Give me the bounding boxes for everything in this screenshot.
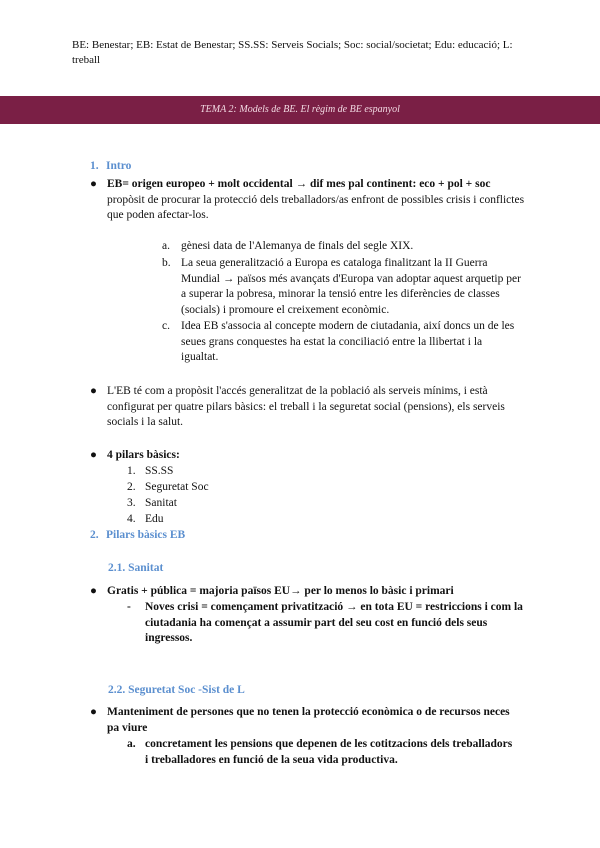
subsection-2-2-heading: 2.2. Seguretat Soc -Sist de L xyxy=(108,684,245,696)
sanitat-point-1: Gratis + pública = majoria països EU→ per lo menos lo bàsic i primari xyxy=(107,585,454,597)
subsection-2-1-heading: 2.1. Sanitat xyxy=(108,562,164,574)
sub-item-text: Idea EB s'associa al concepte modern de ciutadania, així doncs un de les seues grans conquestes ha estat la conciliació entre la llibertat i la igualtat. xyxy=(181,320,515,363)
section-1-number: 1. xyxy=(90,160,99,172)
intro-point-1-text: propòsit de procurar la protecció dels treballadors/as enfront de possibles crisis i conflictes que poden afectar-los. xyxy=(107,193,525,221)
pillar-item: Edu xyxy=(145,513,164,525)
intro-point-1 xyxy=(107,177,527,224)
sub-item-marker: c. xyxy=(162,320,170,332)
bullet-icon: ● xyxy=(90,178,97,190)
pillar-number: 2. xyxy=(127,481,136,493)
section-2-number: 2. xyxy=(90,529,99,541)
section-1-heading xyxy=(90,159,131,175)
dash-marker: - xyxy=(127,601,131,613)
pillar-item: Sanitat xyxy=(145,497,177,509)
pillars-heading: 4 pilars bàsics: xyxy=(107,449,180,461)
intro-point-2: L'EB té com a propòsit l'accés generalitzat de la població als serveis mínims, i està configurat per quatre pilars bàsics: el treball i la seguretat social (pensions), els serveis socials i la salut. xyxy=(107,385,505,428)
seguretat-point-1: Manteniment de persones que no tenen la protecció econòmica o de recursos neces pa viure xyxy=(107,706,510,734)
topic-banner: TEMA 2: Models de BE. El règim de BE espanyol xyxy=(0,96,600,124)
sanitat-sub-point: Noves crisi = començament privatització → en tota EU = restriccions i com la ciutadania ha començat a assumir part del seu cost en funció dels seus ingressos. xyxy=(145,601,523,644)
section-2-heading xyxy=(90,528,185,544)
sub-item-text: La seua generalització a Europa es cataloga finalitzant la II Guerra Mundial → països més avançats d'Europa van adoptar aquest arquetip per a superar la pobresa, minorar la tensió entre les diferències de classes (socials) i promoure el creixement econòmic. xyxy=(181,257,521,316)
pillar-number: 3. xyxy=(127,497,136,509)
section-2-title: Pilars bàsics EB xyxy=(106,529,186,541)
bullet-icon: ● xyxy=(90,385,97,397)
sub-item-marker: b. xyxy=(162,257,171,269)
abbreviations-note: BE: Benestar; EB: Estat de Benestar; SS.SS: Serveis Socials; Soc: social/societat; Edu: educació; L: treball xyxy=(72,39,513,66)
intro-point-1-bold: EB= origen europeo + molt occidental → dif mes pal continent: eco + pol + soc xyxy=(107,178,491,190)
bullet-icon: ● xyxy=(90,585,97,597)
sub-item-marker: a. xyxy=(127,738,136,750)
pillar-item: SS.SS xyxy=(145,465,174,477)
pillar-item: Seguretat Soc xyxy=(145,481,209,493)
pillar-number: 4. xyxy=(127,513,136,525)
seguretat-sub-point: concretament les pensions que depenen de les cotitzacions dels treballadors i treballadores en funció de la seua vida productiva. xyxy=(145,738,513,766)
sub-item-marker: a. xyxy=(162,240,170,252)
bullet-icon: ● xyxy=(90,706,97,718)
bullet-icon: ● xyxy=(90,449,97,461)
section-1-title: Intro xyxy=(106,160,132,172)
sub-item-text: gènesi data de l'Alemanya de finals del segle XIX. xyxy=(181,240,414,252)
pillar-number: 1. xyxy=(127,465,136,477)
